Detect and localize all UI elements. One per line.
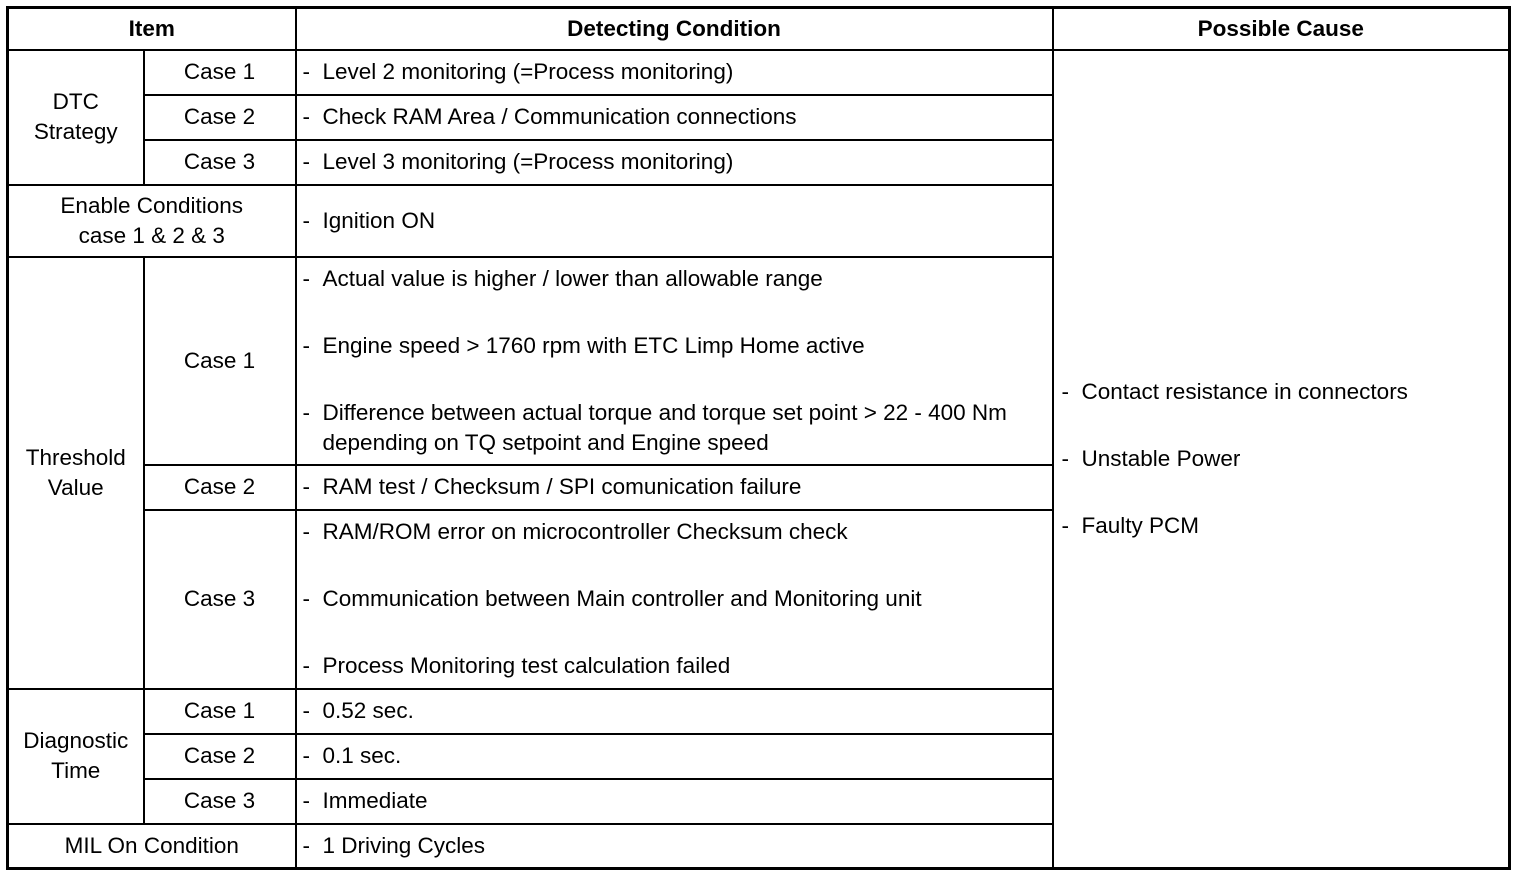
condition-cell: - Actual value is higher / lower than allowable range - Engine speed > 1760 rpm with ETC Limp Home active - Difference between actual torque and torque set point > 22 - 400 Nm depending on TQ setpoint and Engine speed <box>296 257 1053 465</box>
condition-cell: - 0.52 sec. <box>296 689 1053 734</box>
condition-cell: - Check RAM Area / Communication connections <box>296 95 1053 140</box>
condition-cell: - 0.1 sec. <box>296 734 1053 779</box>
condition-cell: - Level 2 monitoring (=Process monitoring) <box>296 50 1053 95</box>
case-label: Case 1 <box>144 257 296 465</box>
diagnostic-time-label: Diagnostic Time <box>8 689 144 824</box>
item-header: Item <box>8 8 296 50</box>
possible-cause-cell <box>1053 50 1510 869</box>
possible-cause-item: - Faulty PCM <box>1062 511 1509 541</box>
condition-cell: - Immediate <box>296 779 1053 824</box>
header-row <box>8 8 1510 50</box>
detecting-condition-header: Detecting Condition <box>296 8 1053 50</box>
condition-cell: - RAM/ROM error on microcontroller Checksum check - Communication between Main controller and Monitoring unit - Process Monitoring test calculation failed <box>296 510 1053 689</box>
dtc-strategy-label: DTC Strategy <box>8 50 144 185</box>
case-label: Case 3 <box>144 140 296 185</box>
case-label: Case 2 <box>144 465 296 510</box>
case-label: Case 3 <box>144 779 296 824</box>
case-label: Case 2 <box>144 95 296 140</box>
condition-cell: - RAM test / Checksum / SPI comunication failure <box>296 465 1053 510</box>
case-label: Case 3 <box>144 510 296 689</box>
mil-on-condition-label: MIL On Condition <box>8 824 296 869</box>
enable-conditions-label: Enable Conditions case 1 & 2 & 3 <box>8 185 296 257</box>
diagnostic-table <box>6 6 1511 870</box>
case-label: Case 1 <box>144 689 296 734</box>
table-row <box>8 50 1510 95</box>
condition-cell: - Ignition ON <box>296 185 1053 257</box>
threshold-value-label: Threshold Value <box>8 257 144 689</box>
possible-cause-item: - Contact resistance in connectors <box>1062 377 1509 407</box>
case-label: Case 2 <box>144 734 296 779</box>
case-label: Case 1 <box>144 50 296 95</box>
condition-cell: - Level 3 monitoring (=Process monitoring) <box>296 140 1053 185</box>
possible-cause-item: - Unstable Power <box>1062 444 1509 474</box>
condition-cell: - 1 Driving Cycles <box>296 824 1053 869</box>
possible-cause-header: Possible Cause <box>1053 8 1510 50</box>
